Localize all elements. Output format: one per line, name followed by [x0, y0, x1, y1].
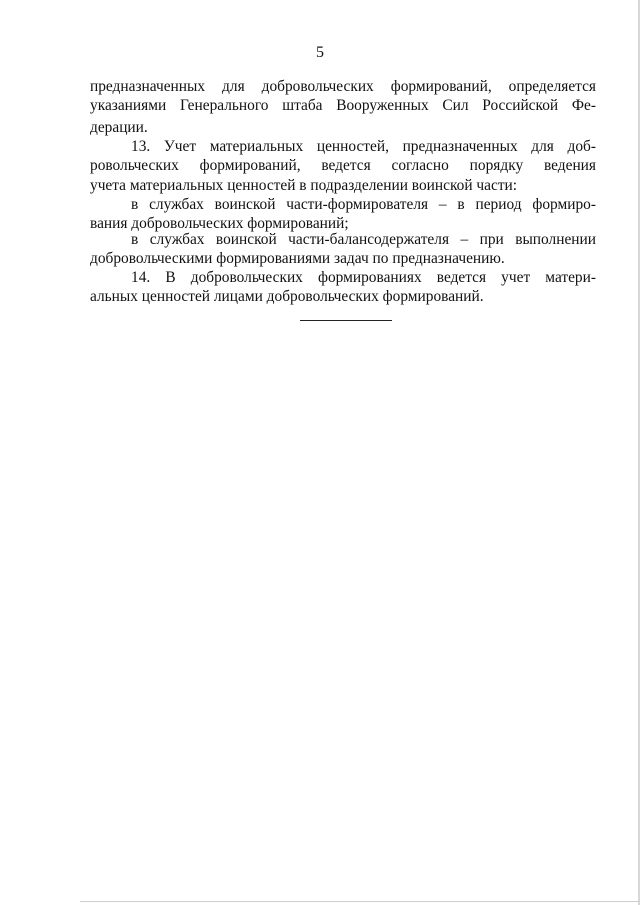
text-line-2: указаниями Генерального штаба Вооруженных Сил Российской Фе-	[90, 97, 596, 114]
paragraph-13-line-3: учета материальных ценностей в подразделении воинской части:	[90, 177, 518, 194]
list-item-1-line-2: вания добровольческих формирований;	[90, 215, 349, 232]
list-item-2-line-1: в службах воинской части-балансодержателя – при выполнении	[131, 231, 596, 248]
paragraph-13-line-1: 13. Учет материальных ценностей, предназначенных для доб-	[131, 138, 596, 155]
text-line-1: предназначенных для добровольческих формирований, определяется	[90, 78, 596, 95]
list-item-2-line-2: добровольческими формированиями задач по предназначению.	[90, 250, 505, 267]
list-item-1-line-1: в службах воинской части-формирователя – в период формиро-	[131, 196, 596, 213]
end-divider	[300, 320, 392, 321]
scan-edge-bottom	[80, 901, 640, 902]
paragraph-14-line-2: альных ценностей лицами добровольческих формирований.	[90, 288, 484, 305]
paragraph-14-line-1: 14. В добровольческих формированиях ведется учет матери-	[131, 269, 596, 286]
page-number: 5	[316, 44, 324, 61]
text-line-3: дерации.	[90, 119, 148, 136]
paragraph-13-line-2: ровольческих формирований, ведется согласно порядку ведения	[90, 157, 596, 174]
